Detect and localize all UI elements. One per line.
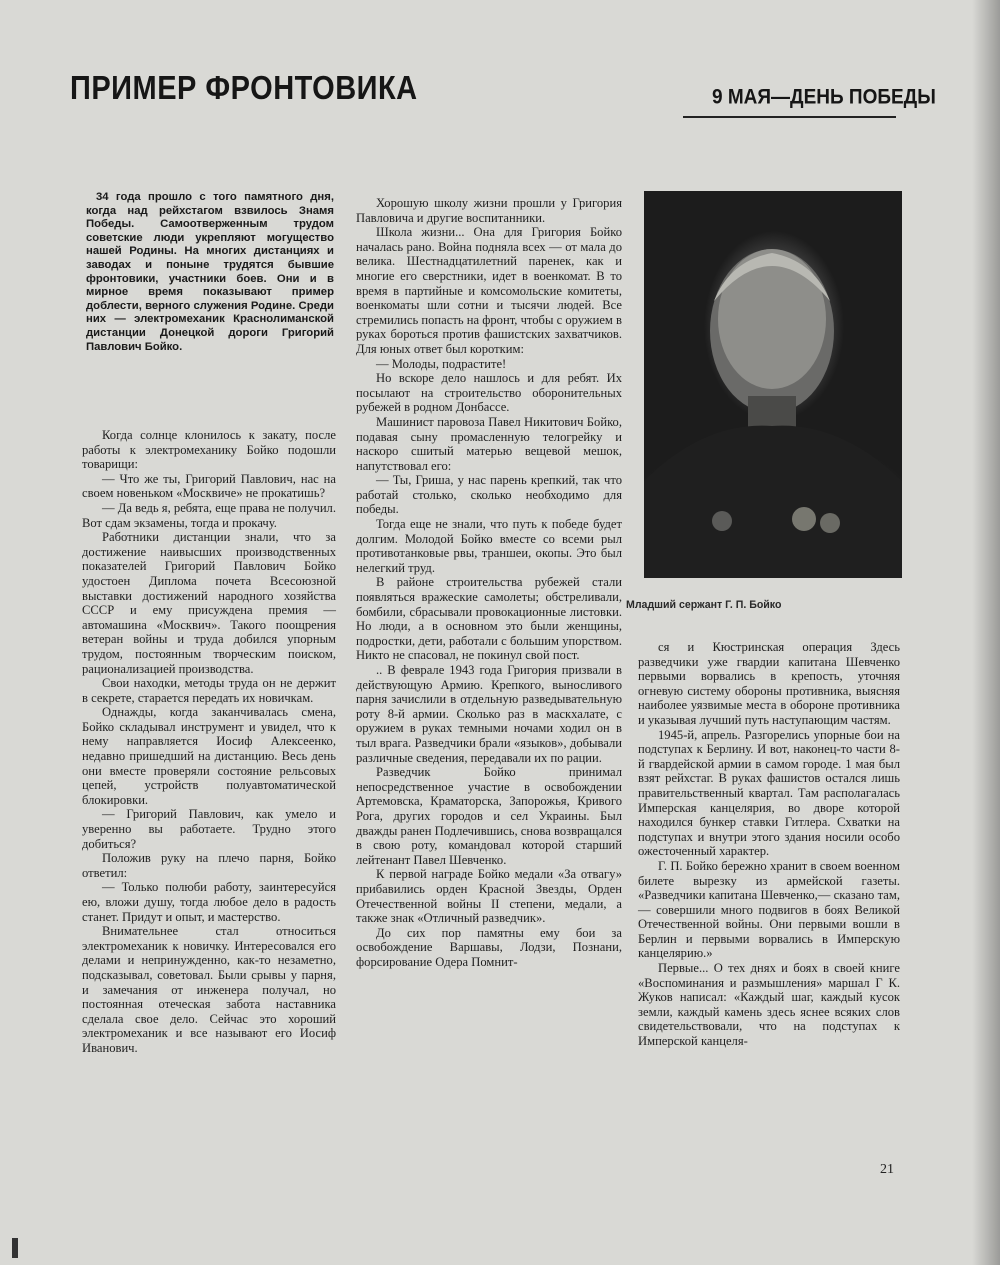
paragraph: Работники дистанции знали, что за достижение наивысших производственных показателей Григорий Павлович Бойко удостоен Диплома почета Всесоюзной выставки достижений народного хозяйства СССР и ему присуждена премия — автомашина «Москвич». Такого поощрения ветеран войны и труда добился упорным трудом, постоянным творческим поиском, рационализацией производства. — [82, 530, 336, 676]
paragraph: В районе строительства рубежей стали появляться вражеские самолеты; обстреливали, бомбили, сбрасывали провокационные листовки. Но люди, а в основном это были женщины, подростки, дети, работали с большим упорством. Никто не спасовал, не покинул свой пост. — [356, 575, 622, 663]
paragraph: — Что же ты, Григорий Павлович, нас на своем новеньком «Москвиче» не прокатишь? — [82, 471, 336, 501]
portrait-photo — [644, 191, 902, 578]
text-column-3 — [638, 640, 900, 1049]
paragraph: Разведчик Бойко принимал непосредственное участие в освобождении Артемовска, Краматорска, Запорожья, Кривого Рога, других городов и сел Украины. Был дважды ранен Подлечившись, снова возвращался в свою роту, командовал которой старший лейтенант Павел Шевченко. — [356, 765, 622, 867]
rubric-underline — [683, 116, 896, 118]
paragraph: — Молоды, подрастите! — [376, 356, 507, 371]
article-title: ПРИМЕР ФРОНТОВИКА — [70, 70, 418, 107]
paragraph: Когда солнце клонилось к закату, после работы к электромеханику Бойко подошли товарищи: — [82, 428, 336, 472]
text-column-2 — [356, 196, 622, 969]
paragraph: .. В феврале 1943 года Григория призвали в действующую Армию. Крепкого, выносливого парня зачислили в отдельную разведывательную роту 8-й армии. Сколько раз в маскхалате, с оружием в руках темными ночами ходил он в тыл врага. Разведчики брали «языков», добывали различные сведения, передавали их по рации. — [356, 663, 622, 765]
binding-mark — [12, 1238, 18, 1258]
paragraph: Внимательнее стал относиться электромеханик к новичку. Интересовался его делами и непринужденно, как-то незаметно, подсказывал, советовал. Были срывы у парня, и замечания от инженера получал, но постоянная отеческая забота наставника сделала свое дело. Сейчас это хороший электромеханик и все называют его Иосиф Иванович. — [82, 924, 336, 1055]
paragraph: — Да ведь я, ребята, еще права не получил. Вот сдам экзамены, тогда и прокачу. — [82, 500, 336, 530]
paragraph: Свои находки, методы труда он не держит в секрете, старается передать их новичкам. — [82, 676, 336, 705]
paragraph: Первые... О тех днях и боях в своей книге «Воспоминания и размышления» маршал Г К. Жуков написал: «Каждый шаг, каждый кусок земли, каждый камень здесь яснее всяких слов свидетельствовали, что на подступах к Имперской канцеля- — [638, 961, 900, 1049]
paragraph: — Григорий Павлович, как умело и уверенно вы работаете. Трудно этого добиться? — [82, 807, 336, 851]
text-column-1 — [82, 428, 336, 1056]
paragraph: — Ты, Гриша, у нас парень крепкий, так что работай столько, сколько необходимо для победы. — [356, 473, 622, 517]
paragraph: До сих пор памятны ему бои за освобождение Варшавы, Лодзи, Познани, форсирование Одера Помнит- — [356, 925, 622, 969]
paragraph: Школа жизни... Она для Григория Бойко началась рано. Война подняла всех — от мала до велика. Шестнадцатилетний паренек, как и многие его сверстники, идет в военкомат. В то время в партийные и комсомольские комитеты, военкоматы шли сотни и тысячи людей. Все стремились попасть на фронт, чтобы с оружием в руках бороться против фашистских захватчиков. Для юных ответ был коротким: — [356, 225, 622, 356]
paragraph: Однажды, когда заканчивалась смена, Бойко складывал инструмент и увидел, что к нему направляется Иосиф Алексеенко, недавно пришедший на дистанцию. Весь день они вместе проверяли состояние рельсовых цепей, устройств полуавтоматической блокировки. — [82, 705, 336, 807]
paragraph: 1945-й, апрель. Разгорелись упорные бои на подступах к Берлину. И вот, наконец-то части 8-й гвардейской армии в самом городе. 1 мая был взят рейхстаг. В руках фашистов остался лишь правительственный квартал. Там располагалась Имперская канцелярия, во дворе которой находился бункер ставки Гитлера. Схватки на подступах и внутри этого здания носили особо ожесточенный характер. — [638, 727, 900, 859]
paragraph: Г. П. Бойко бережно хранит в своем военном билете вырезку из армейской газеты. «Разведчики капитана Шевченко,— сказано там,— совершили много подвигов в боях Великой Отечественной войны. Они первыми вошли в Берлин и первыми ворвались в Имперскую канцелярию.» — [638, 858, 900, 961]
paragraph: К первой награде Бойко медали «За отвагу» прибавились орден Красной Звезды, Орден Отечественной войны II степени, медали, а также знак «Отличный разведчик». — [356, 867, 622, 926]
article-lead — [86, 191, 334, 354]
lead-paragraph: 34 года прошло с того памятного дня, когда над рейхстагом взвилось Знамя Победы. Самоотверженным трудом советские люди укрепляют могущество нашей Родины. На многих дистанциях и заводах и поныне трудятся бывшие фронтовики, участники боев. Они и в мирное время показывают пример доблести, верного служения Родине. Среди них — электромеханик Краснолиманской дистанции Донецкой дороги Григорий Павлович Бойко. — [86, 191, 334, 353]
paragraph: — Только полюби работу, заинтересуйся ею, вложи душу, тогда любое дело в радость станет. Придут и опыт, и мастерство. — [82, 880, 336, 924]
page-number: 21 — [880, 1162, 894, 1177]
paragraph: Положив руку на плечо парня, Бойко ответил: — [82, 851, 336, 880]
photo-caption: Младший сержант Г. П. Бойко — [626, 599, 782, 611]
paragraph: Тогда еще не знали, что путь к победе будет долгим. Молодой Бойко вместе со всеми рыл противотанковые рвы, траншеи, окопы. Это был нелегкий труд. — [356, 517, 622, 575]
paragraph: Машинист паровоза Павел Никитович Бойко, подавая сыну промасленную телогрейку и наскоро сшитый матерью вещевой мешок, напутствовал его: — [356, 414, 622, 473]
rubric-heading: 9 МАЯ—ДЕНЬ ПОБЕДЫ — [712, 86, 936, 110]
paragraph: ся и Кюстринская операция Здесь разведчики уже гвардии капитана Шевченко первыми ворвались в крепость, уточняя огневую систему обороны противника, выясняя наиболее уязвимые места в обороне противника и указывая лучший путь наступающим частям. — [638, 640, 900, 727]
paragraph: Хорошую школу жизни прошли у Григория Павловича и другие воспитанники. — [356, 196, 622, 225]
portrait-silhouette — [644, 191, 902, 578]
page-edge-shadow — [972, 0, 1000, 1265]
paragraph: Но вскоре дело нашлось и для ребят. Их посылают на строительство оборонительных рубежей в родном Донбассе. — [356, 371, 622, 415]
